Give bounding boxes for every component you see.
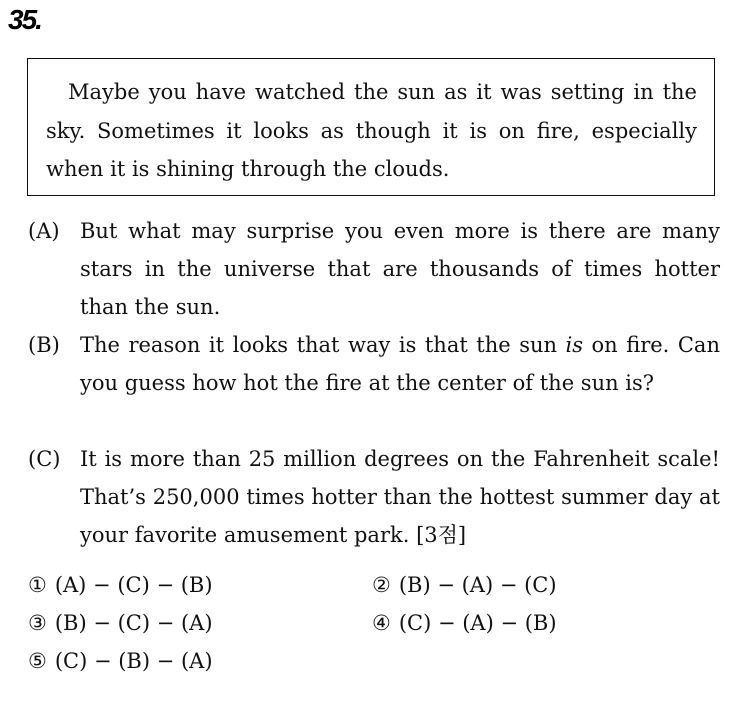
choice-1-sequence: (A) − (C) − (B)	[54, 573, 213, 597]
choice-2-sequence: (B) − (A) − (C)	[398, 573, 557, 597]
choice-5-sequence: (C) − (B) − (A)	[54, 649, 213, 673]
paragraph-c-body: It is more than 25 million degrees on the Fahrenheit scale! That’s 250,000 times hotter than the hottest summer day at your favorite amusement park.	[80, 447, 720, 547]
choice-1[interactable]	[28, 566, 372, 604]
choice-3[interactable]	[28, 604, 372, 642]
choice-5[interactable]	[28, 642, 372, 680]
choice-2[interactable]	[372, 566, 716, 604]
given-passage-box	[27, 58, 715, 196]
paragraph-b-text	[80, 326, 720, 402]
paragraph-b-text-before: The reason it looks that way is that the sun	[80, 333, 566, 357]
paragraph-a-text: But what may surprise you even more is there are many stars in the universe that are thousands of times hotter than the sun.	[80, 219, 720, 319]
choice-1-number: ①	[28, 573, 47, 597]
paragraph-b-text-after: on fire. Can you guess how hot the fire at the center of the sun is?	[80, 333, 720, 395]
paragraph-c-label: (C)	[28, 447, 61, 471]
choice-4-number: ④	[372, 611, 391, 635]
paragraph-c-text	[80, 440, 720, 554]
paragraph-b	[28, 326, 720, 402]
paragraph-c	[28, 440, 720, 554]
given-passage-text: Maybe you have watched the sun as it was setting in the sky. Sometimes it looks as though it is on fire, especially when it is shining through the clouds.	[46, 80, 697, 181]
choice-3-number: ③	[28, 611, 47, 635]
paragraph-b-emphasis: is	[565, 333, 584, 357]
paragraph-a	[28, 212, 720, 326]
question-number: 35.	[8, 4, 41, 35]
paragraph-c-points: [3점]	[416, 523, 467, 547]
answer-choices	[28, 566, 720, 680]
choice-2-number: ②	[372, 573, 391, 597]
choice-3-sequence: (B) − (C) − (A)	[54, 611, 213, 635]
paragraph-b-label: (B)	[28, 333, 60, 357]
choice-5-number: ⑤	[28, 649, 47, 673]
choice-4-sequence: (C) − (A) − (B)	[398, 611, 557, 635]
choice-4[interactable]	[372, 604, 716, 642]
paragraph-a-label: (A)	[28, 219, 60, 243]
